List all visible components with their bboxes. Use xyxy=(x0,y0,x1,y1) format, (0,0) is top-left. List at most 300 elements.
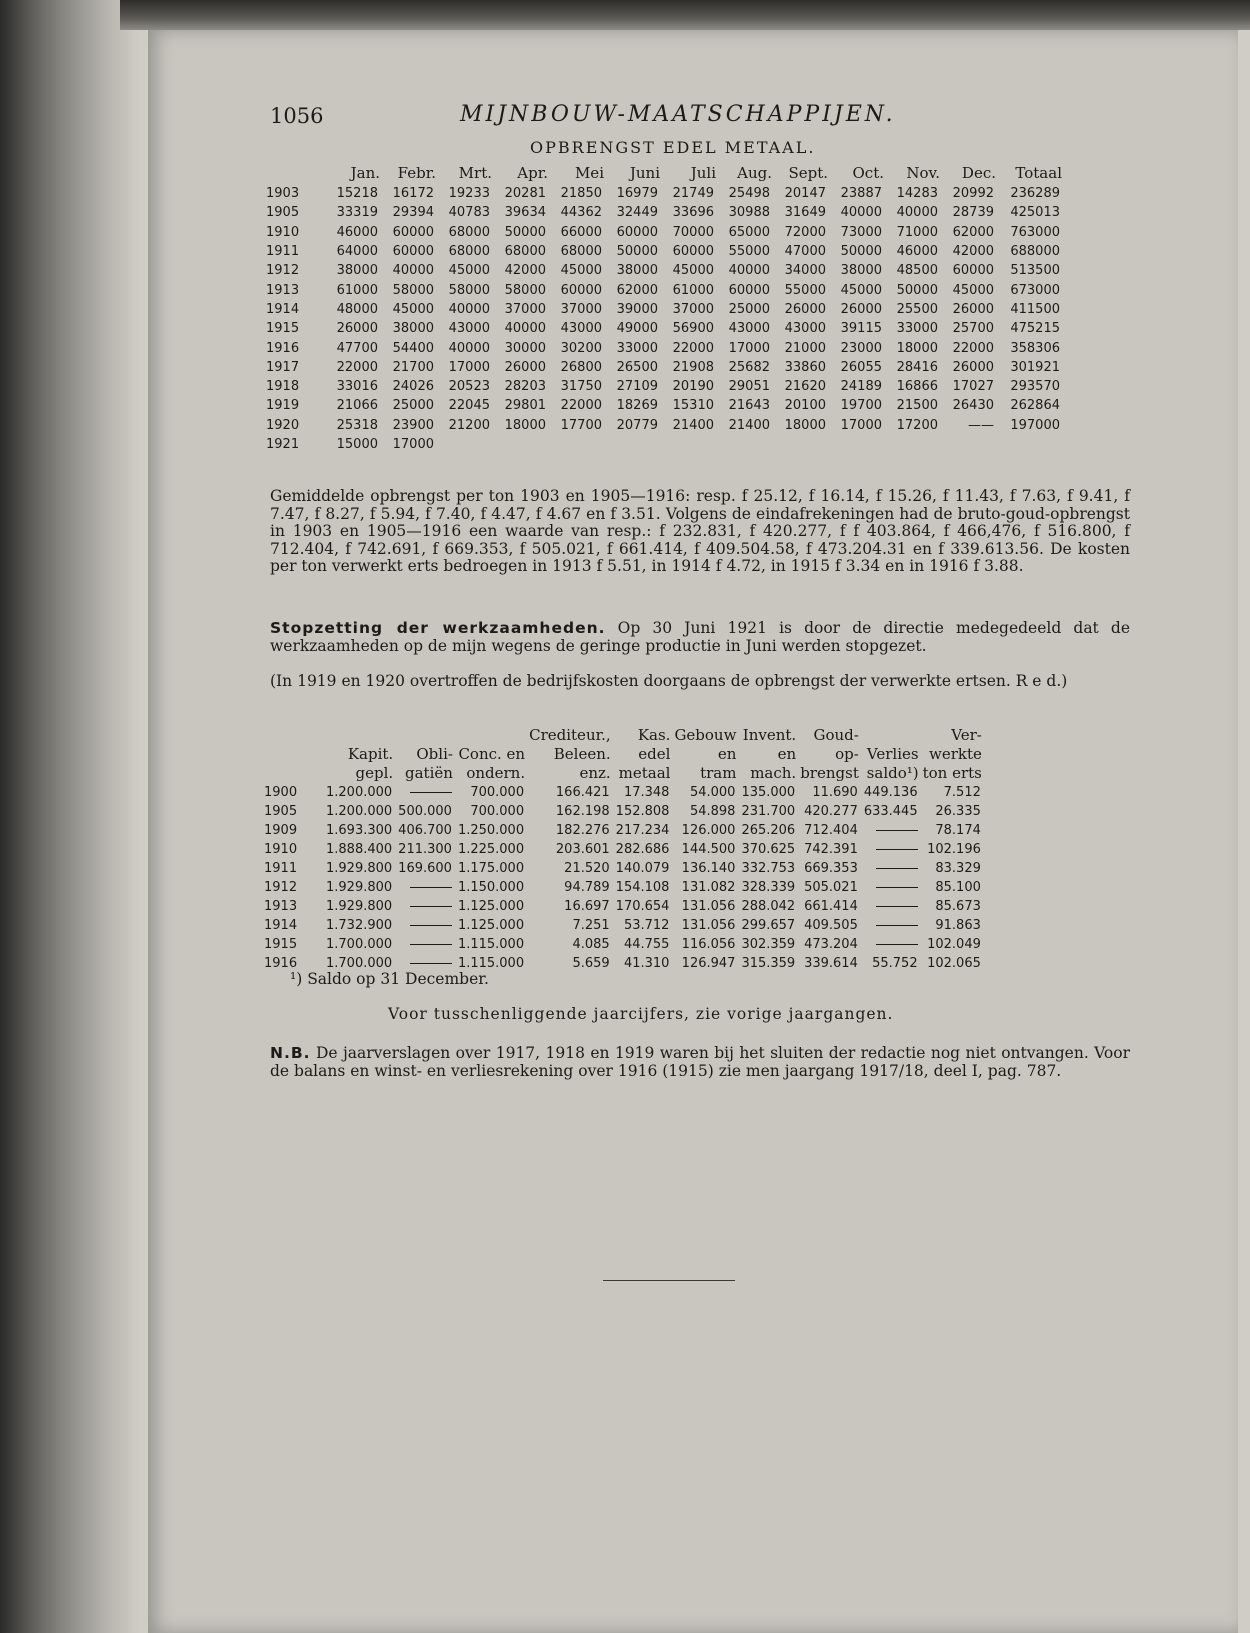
production-value-cell: 21850 xyxy=(560,186,602,202)
balance-value-cell: 131.056 xyxy=(681,899,736,914)
production-value-cell: 22000 xyxy=(952,340,994,356)
production-value-cell: 50000 xyxy=(504,224,546,240)
production-value-cell: 73000 xyxy=(840,224,882,240)
production-value-cell: 25498 xyxy=(728,186,770,202)
production-value-cell: 38000 xyxy=(336,263,378,279)
production-value-cell: 68000 xyxy=(560,244,602,260)
balance-value-cell: 661.414 xyxy=(804,899,858,914)
production-year-cell: 1905 xyxy=(266,205,300,221)
balance-value-cell: 55.752 xyxy=(872,956,918,971)
production-table-title: OPBRENGST EDEL METAAL. xyxy=(530,138,816,157)
production-value-cell: 30200 xyxy=(560,340,602,356)
production-value-cell: 301921 xyxy=(1010,359,1060,375)
balance-value-cell: 1.700.000 xyxy=(326,956,393,971)
nb-text: De jaarverslagen over 1917, 1918 en 1919 waren bij het sluiten der redactie nog niet ontvangen. Voor de balans en winst- en verliesrekening over 1916 (1915) zie men jaargang 1917/18, deel I, pag. 787. xyxy=(270,1044,1130,1080)
production-value-cell: 33016 xyxy=(336,379,378,395)
balance-header-cell: Obli- gatiën xyxy=(405,745,453,782)
production-value-cell: —— xyxy=(968,417,994,433)
page-top-edge xyxy=(120,0,1250,30)
production-value-cell: 58000 xyxy=(392,282,434,298)
production-value-cell: 55000 xyxy=(784,282,826,298)
balance-value-cell: 53.712 xyxy=(623,918,670,933)
page xyxy=(148,30,1238,1633)
balance-value-cell xyxy=(861,897,921,916)
balance-value-cell xyxy=(395,878,455,897)
balance-table-header xyxy=(264,726,984,783)
balance-row xyxy=(264,935,984,954)
balance-row xyxy=(264,878,984,897)
balance-value-cell: 700.000 xyxy=(470,804,525,819)
balance-value-cell: 4.085 xyxy=(572,937,610,952)
production-value-cell: 23900 xyxy=(392,417,434,433)
balance-value-cell: 500.000 xyxy=(398,804,452,819)
production-value-cell: 358306 xyxy=(1010,340,1060,356)
production-value-cell: 25500 xyxy=(896,301,938,317)
page-header xyxy=(270,100,1140,134)
production-value-cell: 14283 xyxy=(896,186,938,202)
balance-value-cell: 1.125.000 xyxy=(457,899,525,914)
production-value-cell xyxy=(606,435,662,454)
balance-value-cell: 78.174 xyxy=(935,823,981,838)
balance-value-cell: 17.348 xyxy=(623,785,670,800)
nb-label: N.B. xyxy=(270,1044,311,1062)
production-value-cell: 25318 xyxy=(336,417,378,433)
production-table xyxy=(266,162,1064,454)
production-value-cell: 26430 xyxy=(952,398,994,414)
production-value-cell: 26000 xyxy=(336,321,378,337)
balance-row xyxy=(264,897,984,916)
balance-row xyxy=(264,840,984,859)
production-value-cell: 43000 xyxy=(784,321,826,337)
balance-value-cell xyxy=(861,821,921,840)
production-value-cell: 20992 xyxy=(952,186,994,202)
balance-value-cell: 21.520 xyxy=(564,861,610,876)
production-value-cell: 28203 xyxy=(504,379,546,395)
balance-value-cell xyxy=(861,916,921,935)
production-year-cell: 1910 xyxy=(266,224,300,240)
balance-value-cell xyxy=(395,783,455,802)
production-row xyxy=(266,358,1064,377)
production-row xyxy=(266,261,1064,280)
production-value-cell: 17000 xyxy=(728,340,770,356)
production-row xyxy=(266,280,1064,299)
balance-value-cell: 1.250.000 xyxy=(457,823,525,838)
balance-value-cell: 126.947 xyxy=(681,956,736,971)
balance-value-cell: 91.863 xyxy=(935,918,981,933)
balance-header-cell: Ver- werkte ton erts xyxy=(922,726,982,782)
production-value-cell: 72000 xyxy=(784,224,826,240)
production-value-cell xyxy=(662,435,718,454)
production-value-cell: 26800 xyxy=(560,359,602,375)
production-value-cell: 38000 xyxy=(616,263,658,279)
production-value-cell: 26000 xyxy=(952,301,994,317)
production-value-cell: 25700 xyxy=(952,321,994,337)
production-value-cell: 37000 xyxy=(504,301,546,317)
production-value-cell: 48500 xyxy=(896,263,938,279)
production-row xyxy=(266,242,1064,261)
production-value-cell: 17000 xyxy=(840,417,882,433)
production-value-cell: 34000 xyxy=(784,263,826,279)
balance-value-cell: 505.021 xyxy=(804,880,858,895)
balance-value-cell: 328.339 xyxy=(741,880,796,895)
production-value-cell: 26000 xyxy=(784,301,826,317)
balance-value-cell: 135.000 xyxy=(741,785,796,800)
production-value-cell: 23887 xyxy=(840,186,882,202)
balance-value-cell: 154.108 xyxy=(615,880,670,895)
production-value-cell: 29801 xyxy=(504,398,546,414)
production-row xyxy=(266,377,1064,396)
production-value-cell: 25682 xyxy=(728,359,770,375)
production-value-cell: 26000 xyxy=(952,359,994,375)
balance-value-cell: 85.673 xyxy=(935,899,981,914)
production-value-cell: 39115 xyxy=(840,321,882,337)
production-row xyxy=(266,203,1064,222)
production-value-cell: 39634 xyxy=(504,205,546,221)
balance-value-cell: 54.898 xyxy=(689,804,736,819)
balance-value-cell: 16.697 xyxy=(564,899,610,914)
production-value-cell: 40783 xyxy=(448,205,490,221)
production-value-cell: 45000 xyxy=(840,282,882,298)
production-value-cell: 40000 xyxy=(448,340,490,356)
balance-value-cell: 102.196 xyxy=(927,842,981,857)
production-value-cell: 60000 xyxy=(392,224,434,240)
production-value-cell: 197000 xyxy=(1010,417,1060,433)
production-value-cell: 44362 xyxy=(560,205,602,221)
dash-mark xyxy=(410,925,452,926)
production-value-cell: 31750 xyxy=(560,379,602,395)
balance-value-cell: 1.693.300 xyxy=(326,823,393,838)
stop-operations-paragraph xyxy=(270,620,1130,655)
production-value-cell: 61000 xyxy=(336,282,378,298)
production-value-cell: 23000 xyxy=(840,340,882,356)
production-value-cell: 16172 xyxy=(392,186,434,202)
production-value-cell: 21400 xyxy=(672,417,714,433)
production-row xyxy=(266,319,1064,338)
production-value-cell: 58000 xyxy=(504,282,546,298)
balance-value-cell: 449.136 xyxy=(863,785,918,800)
production-value-cell: 293570 xyxy=(1010,379,1060,395)
balance-year-cell: 1912 xyxy=(264,880,298,895)
production-header-cell: Totaal xyxy=(1015,164,1062,182)
production-value-cell: 17000 xyxy=(392,437,434,452)
production-value-cell xyxy=(550,435,606,454)
production-year-cell: 1919 xyxy=(266,398,300,414)
production-value-cell: 42000 xyxy=(952,244,994,260)
balance-row xyxy=(264,821,984,840)
production-value-cell: 39000 xyxy=(616,301,658,317)
production-year-cell: 1917 xyxy=(266,359,300,375)
production-value-cell: 16979 xyxy=(616,186,658,202)
production-value-cell: 37000 xyxy=(560,301,602,317)
balance-value-cell xyxy=(861,935,921,954)
balance-value-cell: 41.310 xyxy=(623,956,670,971)
production-value-cell: 18000 xyxy=(784,417,826,433)
production-value-cell: 33860 xyxy=(784,359,826,375)
production-value-cell: 17200 xyxy=(896,417,938,433)
balance-header-cell: Gebouw en tram xyxy=(674,726,737,782)
production-value-cell: 28739 xyxy=(952,205,994,221)
balance-value-cell: 231.700 xyxy=(741,804,796,819)
balance-table xyxy=(264,726,984,973)
production-value-cell: 32449 xyxy=(616,205,658,221)
balance-value-cell: 406.700 xyxy=(398,823,452,838)
production-table-body xyxy=(266,184,1064,454)
production-value-cell: 40000 xyxy=(840,205,882,221)
production-year-cell: 1912 xyxy=(266,263,300,279)
balance-value-cell: 288.042 xyxy=(741,899,796,914)
production-row xyxy=(266,416,1064,435)
production-header-cell: Aug. xyxy=(737,164,772,182)
production-value-cell: 66000 xyxy=(560,224,602,240)
production-value-cell: 50000 xyxy=(840,244,882,260)
balance-year-cell: 1910 xyxy=(264,842,298,857)
production-value-cell xyxy=(886,435,942,454)
nb-paragraph xyxy=(270,1045,1130,1080)
production-value-cell: 21908 xyxy=(672,359,714,375)
production-value-cell: 18000 xyxy=(504,417,546,433)
production-header-cell: Nov. xyxy=(906,164,940,182)
production-value-cell: 33319 xyxy=(336,205,378,221)
dash-mark xyxy=(876,830,918,831)
production-value-cell: 21500 xyxy=(896,398,938,414)
production-value-cell: 20779 xyxy=(616,417,658,433)
production-value-cell: 21400 xyxy=(728,417,770,433)
production-value-cell: 46000 xyxy=(336,224,378,240)
page-number: 1056 xyxy=(270,104,324,128)
production-value-cell: 47700 xyxy=(336,340,378,356)
footnote: ¹) Saldo op 31 December. xyxy=(290,970,489,988)
production-value-cell xyxy=(718,435,774,454)
production-value-cell: 28416 xyxy=(896,359,938,375)
production-value-cell: 16866 xyxy=(896,379,938,395)
balance-value-cell: 182.276 xyxy=(555,823,610,838)
production-header-cell: Juli xyxy=(690,164,716,182)
dash-mark xyxy=(876,925,918,926)
production-year-cell: 1921 xyxy=(266,437,300,452)
stop-operations-heading: Stopzetting der werkzaamheden. xyxy=(270,619,606,637)
production-value-cell: 43000 xyxy=(448,321,490,337)
production-value-cell xyxy=(942,435,998,454)
dash-mark xyxy=(410,906,452,907)
production-value-cell: 68000 xyxy=(448,224,490,240)
production-year-cell: 1914 xyxy=(266,301,300,317)
balance-value-cell: 1.929.800 xyxy=(326,861,393,876)
production-value-cell: 48000 xyxy=(336,301,378,317)
balance-value-cell: 315.359 xyxy=(741,956,796,971)
balance-row xyxy=(264,916,984,935)
dash-mark xyxy=(410,944,452,945)
production-year-cell: 1920 xyxy=(266,417,300,433)
production-value-cell: 25000 xyxy=(392,398,434,414)
balance-value-cell: 1.888.400 xyxy=(326,842,393,857)
production-value-cell: 64000 xyxy=(336,244,378,260)
production-value-cell xyxy=(830,435,886,454)
balance-header-cell: Crediteur., Beleen. enz. xyxy=(529,726,611,782)
production-year-cell: 1911 xyxy=(266,244,300,260)
production-value-cell: 62000 xyxy=(616,282,658,298)
production-value-cell: 673000 xyxy=(1010,282,1060,298)
production-value-cell: 26500 xyxy=(616,359,658,375)
balance-value-cell xyxy=(395,897,455,916)
production-value-cell: 54400 xyxy=(392,340,434,356)
balance-value-cell: 85.100 xyxy=(935,880,981,895)
balance-value-cell xyxy=(861,840,921,859)
balance-value-cell: 420.277 xyxy=(804,804,858,819)
production-value-cell: 26055 xyxy=(840,359,882,375)
production-value-cell: 62000 xyxy=(952,224,994,240)
production-value-cell: 513500 xyxy=(1010,263,1060,279)
balance-year-cell: 1913 xyxy=(264,899,298,914)
production-value-cell: 27109 xyxy=(616,379,658,395)
production-value-cell: 29394 xyxy=(392,205,434,221)
production-value-cell: 22000 xyxy=(672,340,714,356)
balance-year-cell: 1916 xyxy=(264,956,298,971)
production-value-cell: 21749 xyxy=(672,186,714,202)
production-value-cell: 24189 xyxy=(840,379,882,395)
balance-row xyxy=(264,802,984,821)
closing-rule xyxy=(603,1280,735,1281)
balance-value-cell: 170.654 xyxy=(615,899,670,914)
balance-value-cell: 166.421 xyxy=(555,785,610,800)
production-value-cell: 21000 xyxy=(784,340,826,356)
production-value-cell: 22000 xyxy=(336,359,378,375)
production-value-cell: 60000 xyxy=(392,244,434,260)
balance-value-cell: 136.140 xyxy=(681,861,736,876)
production-value-cell: 15310 xyxy=(672,398,714,414)
production-value-cell: 71000 xyxy=(896,224,938,240)
production-value-cell xyxy=(998,435,1064,454)
production-value-cell: 24026 xyxy=(392,379,434,395)
production-header-cell: Dec. xyxy=(961,164,996,182)
balance-value-cell: 700.000 xyxy=(470,785,525,800)
balance-year-cell: 1914 xyxy=(264,918,298,933)
balance-value-cell: 669.353 xyxy=(804,861,858,876)
production-value-cell: 21620 xyxy=(784,379,826,395)
production-value-cell: 19233 xyxy=(448,186,490,202)
production-value-cell: 21200 xyxy=(448,417,490,433)
balance-year-cell: 1909 xyxy=(264,823,298,838)
production-value-cell: 20523 xyxy=(448,379,490,395)
production-value-cell: 60000 xyxy=(728,282,770,298)
production-value-cell: 46000 xyxy=(896,244,938,260)
production-row xyxy=(266,184,1064,203)
production-value-cell: 60000 xyxy=(616,224,658,240)
production-value-cell: 40000 xyxy=(504,321,546,337)
production-value-cell: 56900 xyxy=(672,321,714,337)
production-value-cell: 411500 xyxy=(1010,301,1060,317)
balance-value-cell: 1.115.000 xyxy=(457,937,525,952)
production-row xyxy=(266,300,1064,319)
production-year-cell: 1915 xyxy=(266,321,300,337)
balance-value-cell: 1.125.000 xyxy=(457,918,525,933)
production-value-cell: 45000 xyxy=(392,301,434,317)
balance-value-cell: 7.251 xyxy=(572,918,610,933)
production-value-cell: 38000 xyxy=(392,321,434,337)
balance-value-cell: 1.115.000 xyxy=(457,956,525,971)
production-header-cell: Mei xyxy=(574,164,604,182)
balance-value-cell xyxy=(395,916,455,935)
balance-value-cell: 265.206 xyxy=(741,823,796,838)
production-value-cell: 29051 xyxy=(728,379,770,395)
dash-mark xyxy=(410,792,452,793)
production-value-cell: 58000 xyxy=(448,282,490,298)
balance-value-cell: 409.505 xyxy=(804,918,858,933)
production-value-cell: 33000 xyxy=(896,321,938,337)
production-value-cell: 47000 xyxy=(784,244,826,260)
production-header-year xyxy=(266,162,326,184)
production-value-cell: 475215 xyxy=(1010,321,1060,337)
balance-value-cell: 211.300 xyxy=(398,842,452,857)
dash-mark xyxy=(410,887,452,888)
production-value-cell: 15218 xyxy=(336,186,378,202)
production-value-cell: 43000 xyxy=(728,321,770,337)
production-value-cell: 50000 xyxy=(616,244,658,260)
production-value-cell: 20147 xyxy=(784,186,826,202)
balance-value-cell: 332.753 xyxy=(741,861,796,876)
production-value-cell: 22000 xyxy=(560,398,602,414)
balance-value-cell: 44.755 xyxy=(623,937,670,952)
balance-value-cell: 102.049 xyxy=(927,937,981,952)
production-value-cell xyxy=(494,435,550,454)
balance-value-cell: 162.198 xyxy=(555,804,610,819)
production-header-cell: Febr. xyxy=(397,164,436,182)
production-value-cell: 45000 xyxy=(448,263,490,279)
dash-mark xyxy=(876,944,918,945)
production-value-cell: 40000 xyxy=(448,301,490,317)
balance-value-cell xyxy=(861,878,921,897)
production-value-cell: 45000 xyxy=(560,263,602,279)
production-value-cell: 25000 xyxy=(728,301,770,317)
production-value-cell: 33696 xyxy=(672,205,714,221)
balance-year-cell: 1915 xyxy=(264,937,298,952)
production-header-cell: Apr. xyxy=(517,164,548,182)
production-value-cell: 18000 xyxy=(896,340,938,356)
production-value-cell: 65000 xyxy=(728,224,770,240)
balance-header-cell: Invent. en mach. xyxy=(742,726,797,782)
balance-header-cell: Kapit. gepl. xyxy=(347,745,394,782)
production-value-cell: 45000 xyxy=(672,263,714,279)
production-value-cell: 49000 xyxy=(616,321,658,337)
production-value-cell: 68000 xyxy=(504,244,546,260)
production-row xyxy=(266,223,1064,242)
production-value-cell: 38000 xyxy=(840,263,882,279)
production-row xyxy=(266,338,1064,357)
balance-value-cell: 339.614 xyxy=(804,956,858,971)
production-value-cell: 26000 xyxy=(504,359,546,375)
production-value-cell: 688000 xyxy=(1010,244,1060,260)
production-value-cell: 45000 xyxy=(952,282,994,298)
production-value-cell: 21700 xyxy=(392,359,434,375)
production-value-cell: 19700 xyxy=(840,398,882,414)
balance-value-cell: 1.200.000 xyxy=(326,804,393,819)
production-value-cell: 21643 xyxy=(728,398,770,414)
dash-mark xyxy=(876,868,918,869)
balance-value-cell: 54.000 xyxy=(689,785,736,800)
production-year-cell: 1916 xyxy=(266,340,300,356)
balance-header-cell: Kas. edel metaal xyxy=(618,726,671,782)
balance-value-cell: 131.056 xyxy=(681,918,736,933)
production-header-cell: Jan. xyxy=(350,164,380,182)
balance-value-cell: 7.512 xyxy=(943,785,981,800)
dash-mark xyxy=(410,963,452,964)
balance-value-cell: 102.065 xyxy=(927,956,981,971)
balance-value-cell: 299.657 xyxy=(741,918,796,933)
production-value-cell: 70000 xyxy=(672,224,714,240)
production-value-cell: 21066 xyxy=(336,398,378,414)
production-value-cell xyxy=(774,435,830,454)
balance-value-cell: 302.359 xyxy=(741,937,796,952)
production-value-cell: 31649 xyxy=(784,205,826,221)
